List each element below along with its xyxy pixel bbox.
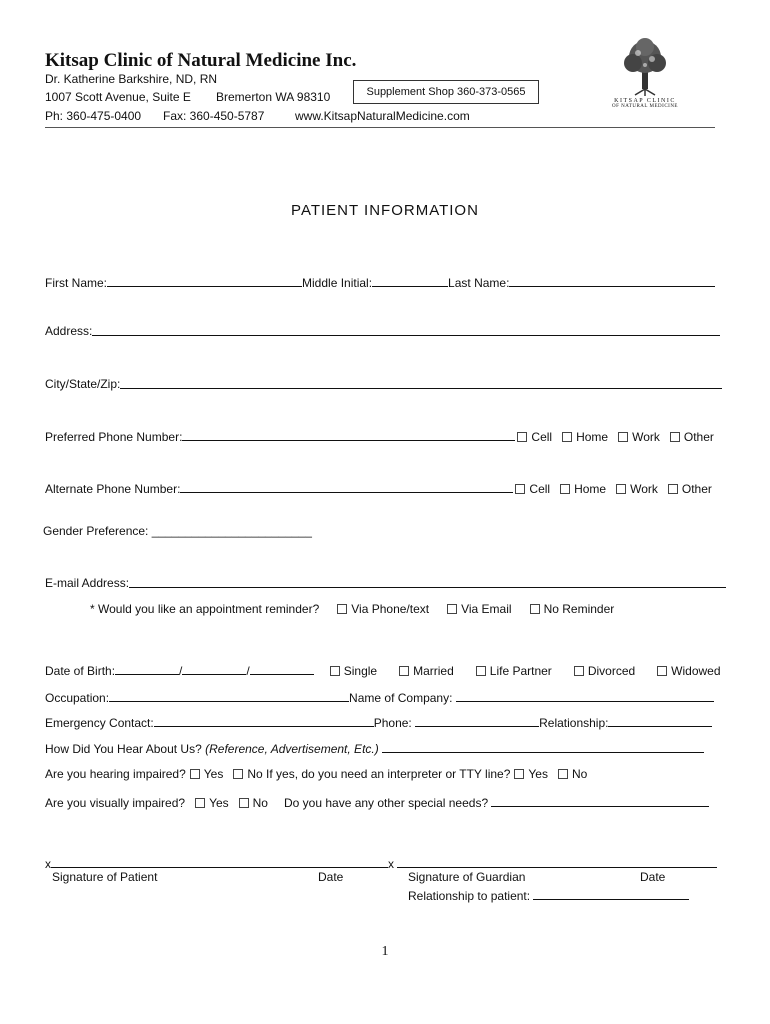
emergency-row [45, 714, 712, 730]
reminder-phone-label: Via Phone/text [351, 602, 430, 616]
visual-row [45, 794, 709, 810]
guardian-signature-field[interactable] [397, 855, 717, 868]
last-name-label: Last Name: [448, 276, 510, 290]
email-label: E-mail Address: [45, 576, 130, 590]
alternate-cell-label: Cell [529, 482, 551, 496]
preferred-other-label: Other [683, 430, 714, 444]
interpreter-no-checkbox[interactable] [558, 769, 568, 779]
patient-sig-x: x [45, 857, 51, 871]
logo-text-line1: KITSAP CLINIC [614, 98, 676, 104]
reminder-email-checkbox[interactable] [447, 604, 457, 614]
signature-line-row [45, 855, 717, 871]
reminder-row [90, 602, 614, 616]
reminder-question: * Would you like an appointment reminder? [90, 602, 320, 616]
widowed-label: Widowed [671, 664, 721, 678]
relationship-to-patient-field[interactable] [533, 887, 689, 900]
company-label: Name of Company: [349, 691, 453, 705]
widowed-checkbox[interactable] [657, 666, 667, 676]
city-state-zip-label: City/State/Zip: [45, 377, 121, 391]
special-needs-label: Do you have any other special needs? [283, 796, 489, 810]
hear-about-label: How Did You Hear About Us? [45, 742, 202, 756]
preferred-other-checkbox[interactable] [670, 432, 680, 442]
patient-signature-caption: Signature of Patient [52, 870, 158, 884]
alternate-work-label: Work [630, 482, 658, 496]
hearing-yes-label: Yes [203, 767, 224, 781]
emergency-phone-label: Phone: [373, 716, 412, 730]
relationship-to-patient-label: Relationship to patient: [408, 889, 531, 903]
tree-logo-icon [605, 35, 685, 97]
clinic-website: www.KitsapNaturalMedicine.com [295, 109, 470, 123]
single-label: Single [343, 664, 378, 678]
occupation-field[interactable] [109, 689, 349, 702]
page-number: 1 [381, 944, 389, 959]
street-address: 1007 Scott Avenue, Suite E [45, 90, 191, 104]
reminder-phone-checkbox[interactable] [337, 604, 347, 614]
reminder-none-checkbox[interactable] [530, 604, 540, 614]
preferred-home-label: Home [576, 430, 609, 444]
city-state-zip-field[interactable] [120, 388, 722, 389]
alternate-phone-row [45, 480, 712, 496]
clinic-phone: Ph: 360-475-0400 [45, 109, 142, 123]
occupation-row [45, 689, 714, 705]
gender-label[interactable]: Gender Preference: ________________________ [43, 524, 312, 538]
first-name-field[interactable] [107, 274, 302, 287]
middle-initial-label: Middle Initial: [302, 276, 373, 290]
logo-text-line2: OF NATURAL MEDICINE [612, 104, 678, 109]
visual-no-label: No [252, 796, 268, 810]
visual-yes-checkbox[interactable] [195, 798, 205, 808]
relationship-field[interactable] [608, 714, 712, 727]
hearing-no-label: No [247, 767, 263, 781]
hearing-label: Are you hearing impaired? [45, 767, 186, 781]
guardian-signature-caption: Signature of Guardian [408, 870, 526, 884]
hearing-row [45, 767, 587, 781]
alternate-home-label: Home [574, 482, 607, 496]
interpreter-no-label: No [571, 767, 588, 781]
clinic-fax: Fax: 360-450-5787 [163, 109, 265, 123]
preferred-phone-label: Preferred Phone Number: [45, 430, 183, 444]
patient-date-caption: Date [318, 870, 344, 884]
preferred-home-checkbox[interactable] [562, 432, 572, 442]
interpreter-label: If yes, do you need an interpreter or TTY line? [266, 767, 511, 781]
reminder-email-label: Via Email [461, 602, 512, 616]
clinic-name: Kitsap Clinic of Natural Medicine Inc. [45, 50, 357, 71]
visual-yes-label: Yes [209, 796, 229, 810]
page-title: PATIENT INFORMATION [291, 202, 479, 219]
alternate-other-checkbox[interactable] [668, 484, 678, 494]
email-field[interactable] [129, 587, 726, 588]
company-field[interactable] [456, 689, 714, 702]
alternate-work-checkbox[interactable] [616, 484, 626, 494]
visual-label: Are you visually impaired? [45, 796, 186, 810]
relationship-label: Relationship: [539, 716, 609, 730]
alternate-other-label: Other [681, 482, 712, 496]
header-rule [45, 127, 715, 128]
special-needs-field[interactable] [491, 794, 709, 807]
preferred-cell-label: Cell [531, 430, 553, 444]
address-field[interactable] [92, 335, 720, 336]
guardian-date-caption: Date [640, 870, 666, 884]
middle-initial-field[interactable] [372, 274, 448, 287]
dob-day-field[interactable] [182, 662, 246, 675]
alternate-home-checkbox[interactable] [560, 484, 570, 494]
emergency-phone-field[interactable] [415, 714, 539, 727]
divorced-checkbox[interactable] [574, 666, 584, 676]
visual-no-checkbox[interactable] [239, 798, 249, 808]
divorced-label: Divorced [587, 664, 636, 678]
interpreter-yes-label: Yes [528, 767, 548, 781]
life-partner-label: Life Partner [489, 664, 552, 678]
relationship-to-patient-row [408, 887, 689, 903]
reminder-none-label: No Reminder [543, 602, 615, 616]
occupation-label: Occupation: [45, 691, 110, 705]
alternate-phone-label: Alternate Phone Number: [45, 482, 181, 496]
clinic-logo [605, 35, 685, 109]
dob-month-field[interactable] [115, 662, 179, 675]
hear-about-field[interactable] [382, 740, 704, 753]
hearing-no-checkbox[interactable] [233, 769, 243, 779]
dob-label: Date of Birth: [45, 664, 116, 678]
guardian-sig-x: x [388, 857, 394, 871]
alternate-phone-field[interactable] [180, 480, 513, 493]
hear-about-hint: (Reference, Advertisement, Etc.) [205, 742, 379, 756]
preferred-work-label: Work [632, 430, 660, 444]
interpreter-yes-checkbox[interactable] [514, 769, 524, 779]
emergency-label: Emergency Contact: [45, 716, 154, 730]
hear-about-row [45, 740, 704, 756]
preferred-cell-checkbox[interactable] [517, 432, 527, 442]
name-row [45, 274, 715, 290]
address-row [45, 324, 720, 338]
preferred-phone-field[interactable] [182, 428, 515, 441]
emergency-field[interactable] [154, 714, 374, 727]
hearing-yes-checkbox[interactable] [190, 769, 200, 779]
email-row [45, 576, 726, 590]
alternate-cell-checkbox[interactable] [515, 484, 525, 494]
gender-row [43, 524, 312, 538]
married-label: Married [413, 664, 454, 678]
city-address: Bremerton WA 98310 [216, 90, 331, 104]
address-label: Address: [45, 324, 93, 338]
life-partner-checkbox[interactable] [476, 666, 486, 676]
patient-signature-field[interactable] [51, 855, 388, 868]
supplement-shop-box: Supplement Shop 360-373-0565 [353, 80, 539, 104]
married-checkbox[interactable] [399, 666, 409, 676]
city-state-zip-row [45, 377, 722, 391]
dob-row: Date of Birth: / / Single Married Life Partner Divorced Widowed [45, 664, 721, 678]
last-name-field[interactable] [509, 274, 715, 287]
dob-year-field[interactable] [250, 662, 314, 675]
preferred-phone-row [45, 428, 714, 444]
single-checkbox[interactable] [330, 666, 340, 676]
first-name-label: First Name: [45, 276, 108, 290]
preferred-work-checkbox[interactable] [618, 432, 628, 442]
doctor-name: Dr. Katherine Barkshire, ND, RN [45, 72, 218, 86]
